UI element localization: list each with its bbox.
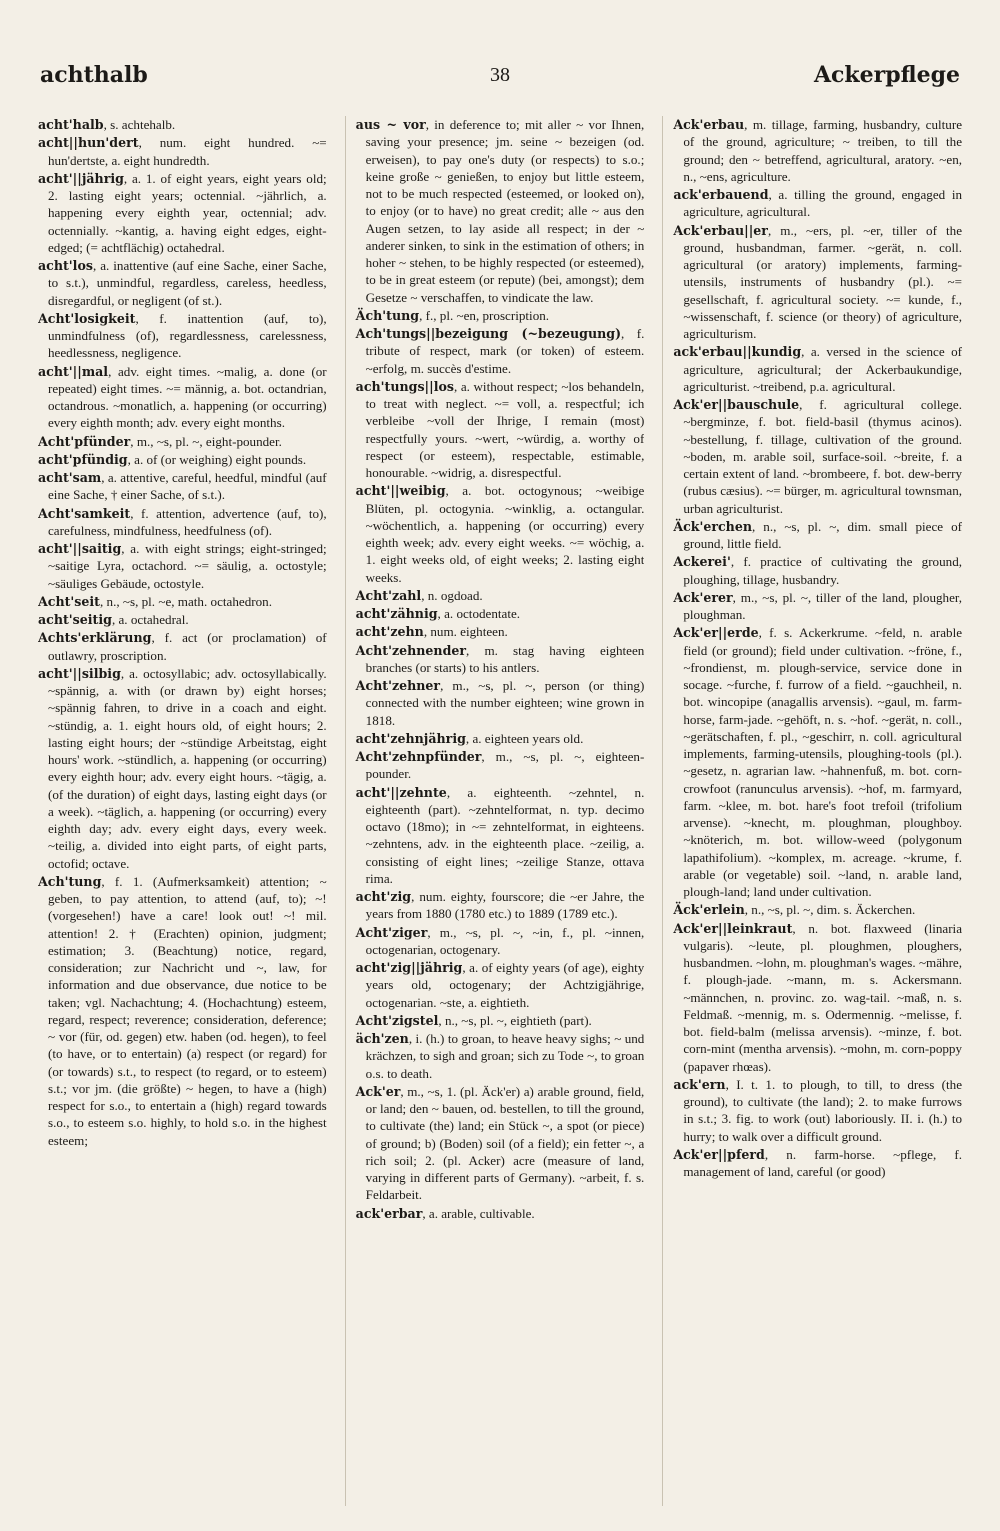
dictionary-entry: acht'halb, s. achtehalb. — [38, 117, 176, 132]
dictionary-entry: ack'erbar, a. arable, cultivable. — [355, 1205, 535, 1221]
header-left-catchword: achthalb — [40, 62, 148, 88]
dictionary-entry: Acht'zehnender, m. stag having eighteen branches (or starts) to his antlers. — [355, 642, 645, 675]
dictionary-entry: Äch'tung, f., pl. ~en, proscription. — [355, 307, 550, 323]
dictionary-entry: aus ~ vor, in deference to; mit aller ~ vor Ihnen, saving your presence; jm. seine ~ bezeigen (od. erweisen), to pay one's duty (or respects) to s.o.; keine große ~ genießen, to enjoy but little esteem, not to be much respected (esteemed, or looked on), to enjoy (or to have) no great credit; alle ~ aus den Augen setzen, to lay aside all respect; in der ~ anderer sinken, to sink in the estimation of others; in hoher ~ stehen, to be highly respected (or esteemed), to be in great esteem (or repute) (bei, amongst); dem Gesetze ~ verschaffen, to vindicate the law. — [355, 117, 645, 305]
dictionary-entry: Acht'zahl, n. ogdoad. — [355, 587, 483, 603]
dictionary-entry: Ack'er||leinkraut, n. bot. flaxweed (linaria vulgaris). ~leute, pl. ploughmen, ploughers, husbandmen. ~lohn, m. ploughman's wages. ~mähre, f. plough-jade. ~mann, m. s. Ackersmann. ~männchen, n. provinc. zo. wag-tail. ~maß, n. s. Feldmaß. ~mennig, m. s. Odermennig. ~melisse, f. bot. field-balm (melissa arvensis). ~minze, f. bot. corn-mint (mentha arvensis). ~mohn, m. corn-poppy (papaver rhœas). — [673, 920, 963, 1074]
dictionary-entry: Ack'er||erde, f. s. Ackerkrume. ~feld, n. arable field (or ground); field under cultivation. ~fröne, f., ~frondienst, m. plough-service, service done in socage. ~furche, f. furrow of a field. ~gauchheil, n. bot. wincopipe (anagallis arvensis). ~gaul, m. farm-horse, farm-jade. ~gehöft, n. s. ~hof. ~gerät, n. coll., ~gerätschaften, f. pl., ~geschirr, n. coll. agricultural implements, farming-utensils, ploughing-tools (pl.). ~gesetz, n. agrarian law. ~hahnenfuß, m. bot. corn-crowfoot (ranunculus arvensis). ~hof, m. farmyard, farm. ~klee, m. bot. hare's foot trefoil (trifolium arvense). ~knecht, m. ploughman, ploughboy. ~knöterich, m. bot. willow-weed (polygonum lapathifolium). ~komplex, m. acreage. ~krume, f. arable (or vegetable) soil. ~land, n. arable land, plough-land; land under cultivation. — [673, 625, 963, 899]
dictionary-entry: Ach'tung, f. 1. (Aufmerksamkeit) attention; ~ geben, to pay attention, to attend (auf, to); ~! (vorgesehen!) have a care! look out! ~! mil. attention! 2. † (Erachten) opinion, judgment; estimation; 3. (Beachtung) notice, regard, consideration; zur Nachricht und ~, law, for information and due observance, due notice to be taken; vgl. Nachachtung; 4. (Hochachtung) esteem, regard, respect; reverence; consideration, deference; ~ vor (für, od. gegen) etw. haben (od. hegen), to feel (to have, or to entertain) (a) respect (or regard) for (or towards) s.t., to respect (to regard, or to esteem) s.t.; vor jm. (die größte) ~ hegen, to have a (high) respect for s.o., to entertain a (high) regard towards s.o., to esteem s.o. highly, to hold s.o. in the highest esteem; — [38, 873, 327, 1148]
dictionary-entry: acht'||jährig, a. 1. of eight years, eight years old; 2. lasting eight years; octennial. ~jährlich, a. happening every eighth year, octennial; adv. octennially. ~kantig, a. having eight edges, eight-edged; (= achtflächig) octahedral. — [38, 170, 327, 255]
dictionary-entry: Acht'seit, n., ~s, pl. ~e, math. octahedron. — [38, 593, 272, 609]
dictionary-entry: Ack'erbau, m. tillage, farming, husbandry, culture of the ground, agriculture; ~ treiben, to till the ground; den ~ betreffend, agricultural, aratory. ~en, n., ~ens, agriculture. — [673, 117, 963, 184]
dictionary-entry: ack'erbau||kundig, a. versed in the science of agriculture, agricultural; der Ackerbaukundige, agriculturist. ~treibend, p.a. agricultural. — [673, 344, 963, 394]
dictionary-entry: Äck'erlein, n., ~s, pl. ~, dim. s. Äckerchen. — [673, 902, 916, 918]
dictionary-entry: acht'||mal, adv. eight times. ~malig, a. done (or repeated) eight times. ~= männig, a. bot. octandrian, octandrous. ~monatlich, a. happening (or occurring) every eighth month; adv. every eight months. — [38, 363, 327, 431]
dictionary-entry: acht'sam, a. attentive, careful, heedful, mindful (auf eine Sache, † einer Sache, of s.t.). — [38, 470, 327, 503]
page-header — [40, 62, 960, 96]
dictionary-entry: Acht'ziger, m., ~s, pl. ~, ~in, f., pl. ~innen, octogenarian, octogenary. — [355, 924, 645, 957]
dictionary-entry: Äck'erchen, n., ~s, pl. ~, dim. small piece of ground, little field. — [673, 518, 963, 551]
dictionary-entry: Acht'samkeit, f. attention, advertence (auf, to), carefulness, mindfulness, heedfulness (of). — [38, 505, 327, 538]
dictionary-entry: acht||hun'dert, num. eight hundred. ~= hun'dertste, a. eight hundredth. — [38, 135, 327, 168]
dictionary-entry: acht'||weibig, a. bot. octogynous; ~weibige Blüten, pl. octogynia. ~winklig, a. octangular. ~wöchentlich, a. happening (or occurring) every eighth week; adv. every eight weeks. ~= wöchig, a. 1. eight weeks old, of eight weeks; 2. lasting eight weeks. — [355, 483, 645, 585]
column-right — [662, 116, 962, 1506]
dictionary-entry: acht'seitig, a. octahedral. — [38, 612, 189, 627]
dictionary-entry: acht'pfündig, a. of (or weighing) eight pounds. — [38, 451, 307, 467]
dictionary-entry: Ack'er||bauschule, f. agricultural college. ~bergminze, f. bot. field-basil (thymus acinos). ~bestellung, f. tillage, cultivation of the ground. ~boden, m. arable soil, surface-soil. ~breite, f. a certain extent of land. ~brombeere, f. bot. dew-berry (rubus cæsius). ~= bürger, m. agricultural townsman, urban agriculturist. — [673, 397, 963, 516]
column-middle — [345, 116, 645, 1506]
dictionary-entry: acht'||silbig, a. octosyllabic; adv. octosyllabically. ~spännig, a. with (or drawn by) eight horses; ~spännig fahren, to drive in a coach and eight. ~stündig, a. 1. eight hours old, of eight hours; 2. lasting eight hours; der ~stündige Arbeitstag, eight hours' work. ~stündlich, a. happening (or occurring) every eighth hour; adv. every eight hours. ~tägig, a. (of the duration) of eight days, lasting eight days (or a week). ~täglich, a. happening (or occurring) every eighth day; adv. every eight days, every week. ~teilig, a. divided into eight parts, of eight parts, octofid; octave. — [38, 665, 327, 871]
dictionary-entry: acht'zehnjährig, a. eighteen years old. — [355, 730, 584, 746]
dictionary-entry: acht'los, a. inattentive (auf eine Sache, einer Sache, to s.t.), unmindful, regardless, careless, heedless, disregardful, or negligent (of st.). — [38, 258, 327, 308]
dictionary-entry: Acht'pfünder, m., ~s, pl. ~, eight-pounder. — [38, 433, 282, 449]
dictionary-entry: Ack'erbau||er, m., ~ers, pl. ~er, tiller of the ground, husbandman, farmer. ~gerät, n. coll. agricultural (or aratory) implements, farming-utensils, instruments of husbandry (pl.). ~= gesellschaft, f. agricultural society. ~= kunde, f., ~wissenschaft, f. science (or theory) of agriculture, agriculturism. — [673, 222, 963, 341]
dictionary-entry: Ack'er||pferd, n. farm-horse. ~pflege, f. management of land, careful (or good) — [673, 1146, 963, 1179]
dictionary-entry: acht'||zehnte, a. eighteenth. ~zehntel, n. eighteenth (part). ~zehntelformat, n. typ. decimo octavo (18mo); in ~= zehntelformat, in eighteens. ~zehntens, adv. in the eighteenth place. ~zeilig, a. consisting of eight lines; ~zeilige Stanze, ottava rima. — [355, 784, 645, 886]
page-number: 38 — [490, 64, 510, 86]
header-right-catchword: Ackerpflege — [813, 62, 960, 88]
dictionary-entry: Acht'losigkeit, f. inattention (auf, to), unmindfulness (of), regardlessness, carelessness, heedlessness, negligence. — [38, 310, 327, 361]
dictionary-entry: acht'zehn, num. eighteen. — [355, 624, 508, 640]
dictionary-entry: Ack'er, m., ~s, 1. (pl. Äck'er) a) arable ground, field, or land; den ~ bauen, od. bestellen, to till the ground, to cultivate (the) land; ein Stück ~, a spot (or piece) of ground; b) (Boden) soil (of a field); ein fetter ~, a rich soil; 2. (pl. Acker) acre (measure of land, varying in different parts of Germany). ~arbeit, f. s. Feldarbeit. — [355, 1083, 645, 1203]
dictionary-entry: Ack'erer, m., ~s, pl. ~, tiller of the land, plougher, ploughman. — [673, 589, 963, 622]
dictionary-entry: acht'zig||jährig, a. of eighty years (of age), eighty years old, octogenary; der Achtzigjährige, octogenarian. ~ste, a. eightieth. — [355, 960, 645, 1010]
dictionary-entry: Ach'tungs||bezeigung (~bezeugung), f. tribute of respect, mark (or token) of esteem. ~erfolg, m. succès d'estime. — [355, 326, 645, 376]
dictionary-entry: ach'tungs||los, a. without respect; ~los behandeln, to treat with neglect. ~= voll, a. respectful; ich verbleibe ~voll der Ihrige, I remain (most) respectfully yours. ~wert, ~würdig, a. worthy of respect (or esteem), respectable, estimable, honourable. ~widrig, a. disrespectful. — [355, 378, 645, 480]
dictionary-entry: ack'ern, I. t. 1. to plough, to till, to dress (the ground), to cultivate (the land); 2. to make furrows in s.t.; 3. fig. to work (out) laboriously. II. i. (h.) to hurry; to walk over a difficult ground. — [673, 1076, 963, 1144]
dictionary-entry: Acht'zehnpfünder, m., ~s, pl. ~, eighteen-pounder. — [355, 749, 645, 782]
dictionary-entry: ack'erbauend, a. tilling the ground, engaged in agriculture, agricultural. — [673, 187, 963, 220]
dictionary-entry: äch'zen, i. (h.) to groan, to heave heavy sighs; ~ und krächzen, to sigh and groan; sich zu Tode ~, to groan o.s. to death. — [355, 1031, 645, 1081]
dictionary-columns — [38, 116, 962, 1506]
dictionary-entry: acht'zähnig, a. octodentate. — [355, 606, 521, 621]
dictionary-entry: acht'zig, num. eighty, fourscore; die ~er Jahre, the years from 1880 (1780 etc.) to 1889 (1789 etc.). — [355, 889, 645, 922]
dictionary-entry: Achts'erklärung, f. act (or proclamation) of outlawry, proscription. — [38, 630, 327, 663]
column-left — [38, 116, 327, 1506]
dictionary-entry: Acht'zehner, m., ~s, pl. ~, person (or thing) connected with the number eighteen; wine grown in 1818. — [355, 678, 645, 728]
dictionary-entry: Acht'zigstel, n., ~s, pl. ~, eightieth (part). — [355, 1012, 592, 1028]
dictionary-entry: acht'||saitig, a. with eight strings; eight-stringed; ~saitige Lyra, octachord. ~= säulig, a. octostyle; ~säuliges Gebäude, octostyle. — [38, 541, 327, 591]
dictionary-entry: Ackerei', f. practice of cultivating the ground, ploughing, tillage, husbandry. — [673, 554, 963, 587]
